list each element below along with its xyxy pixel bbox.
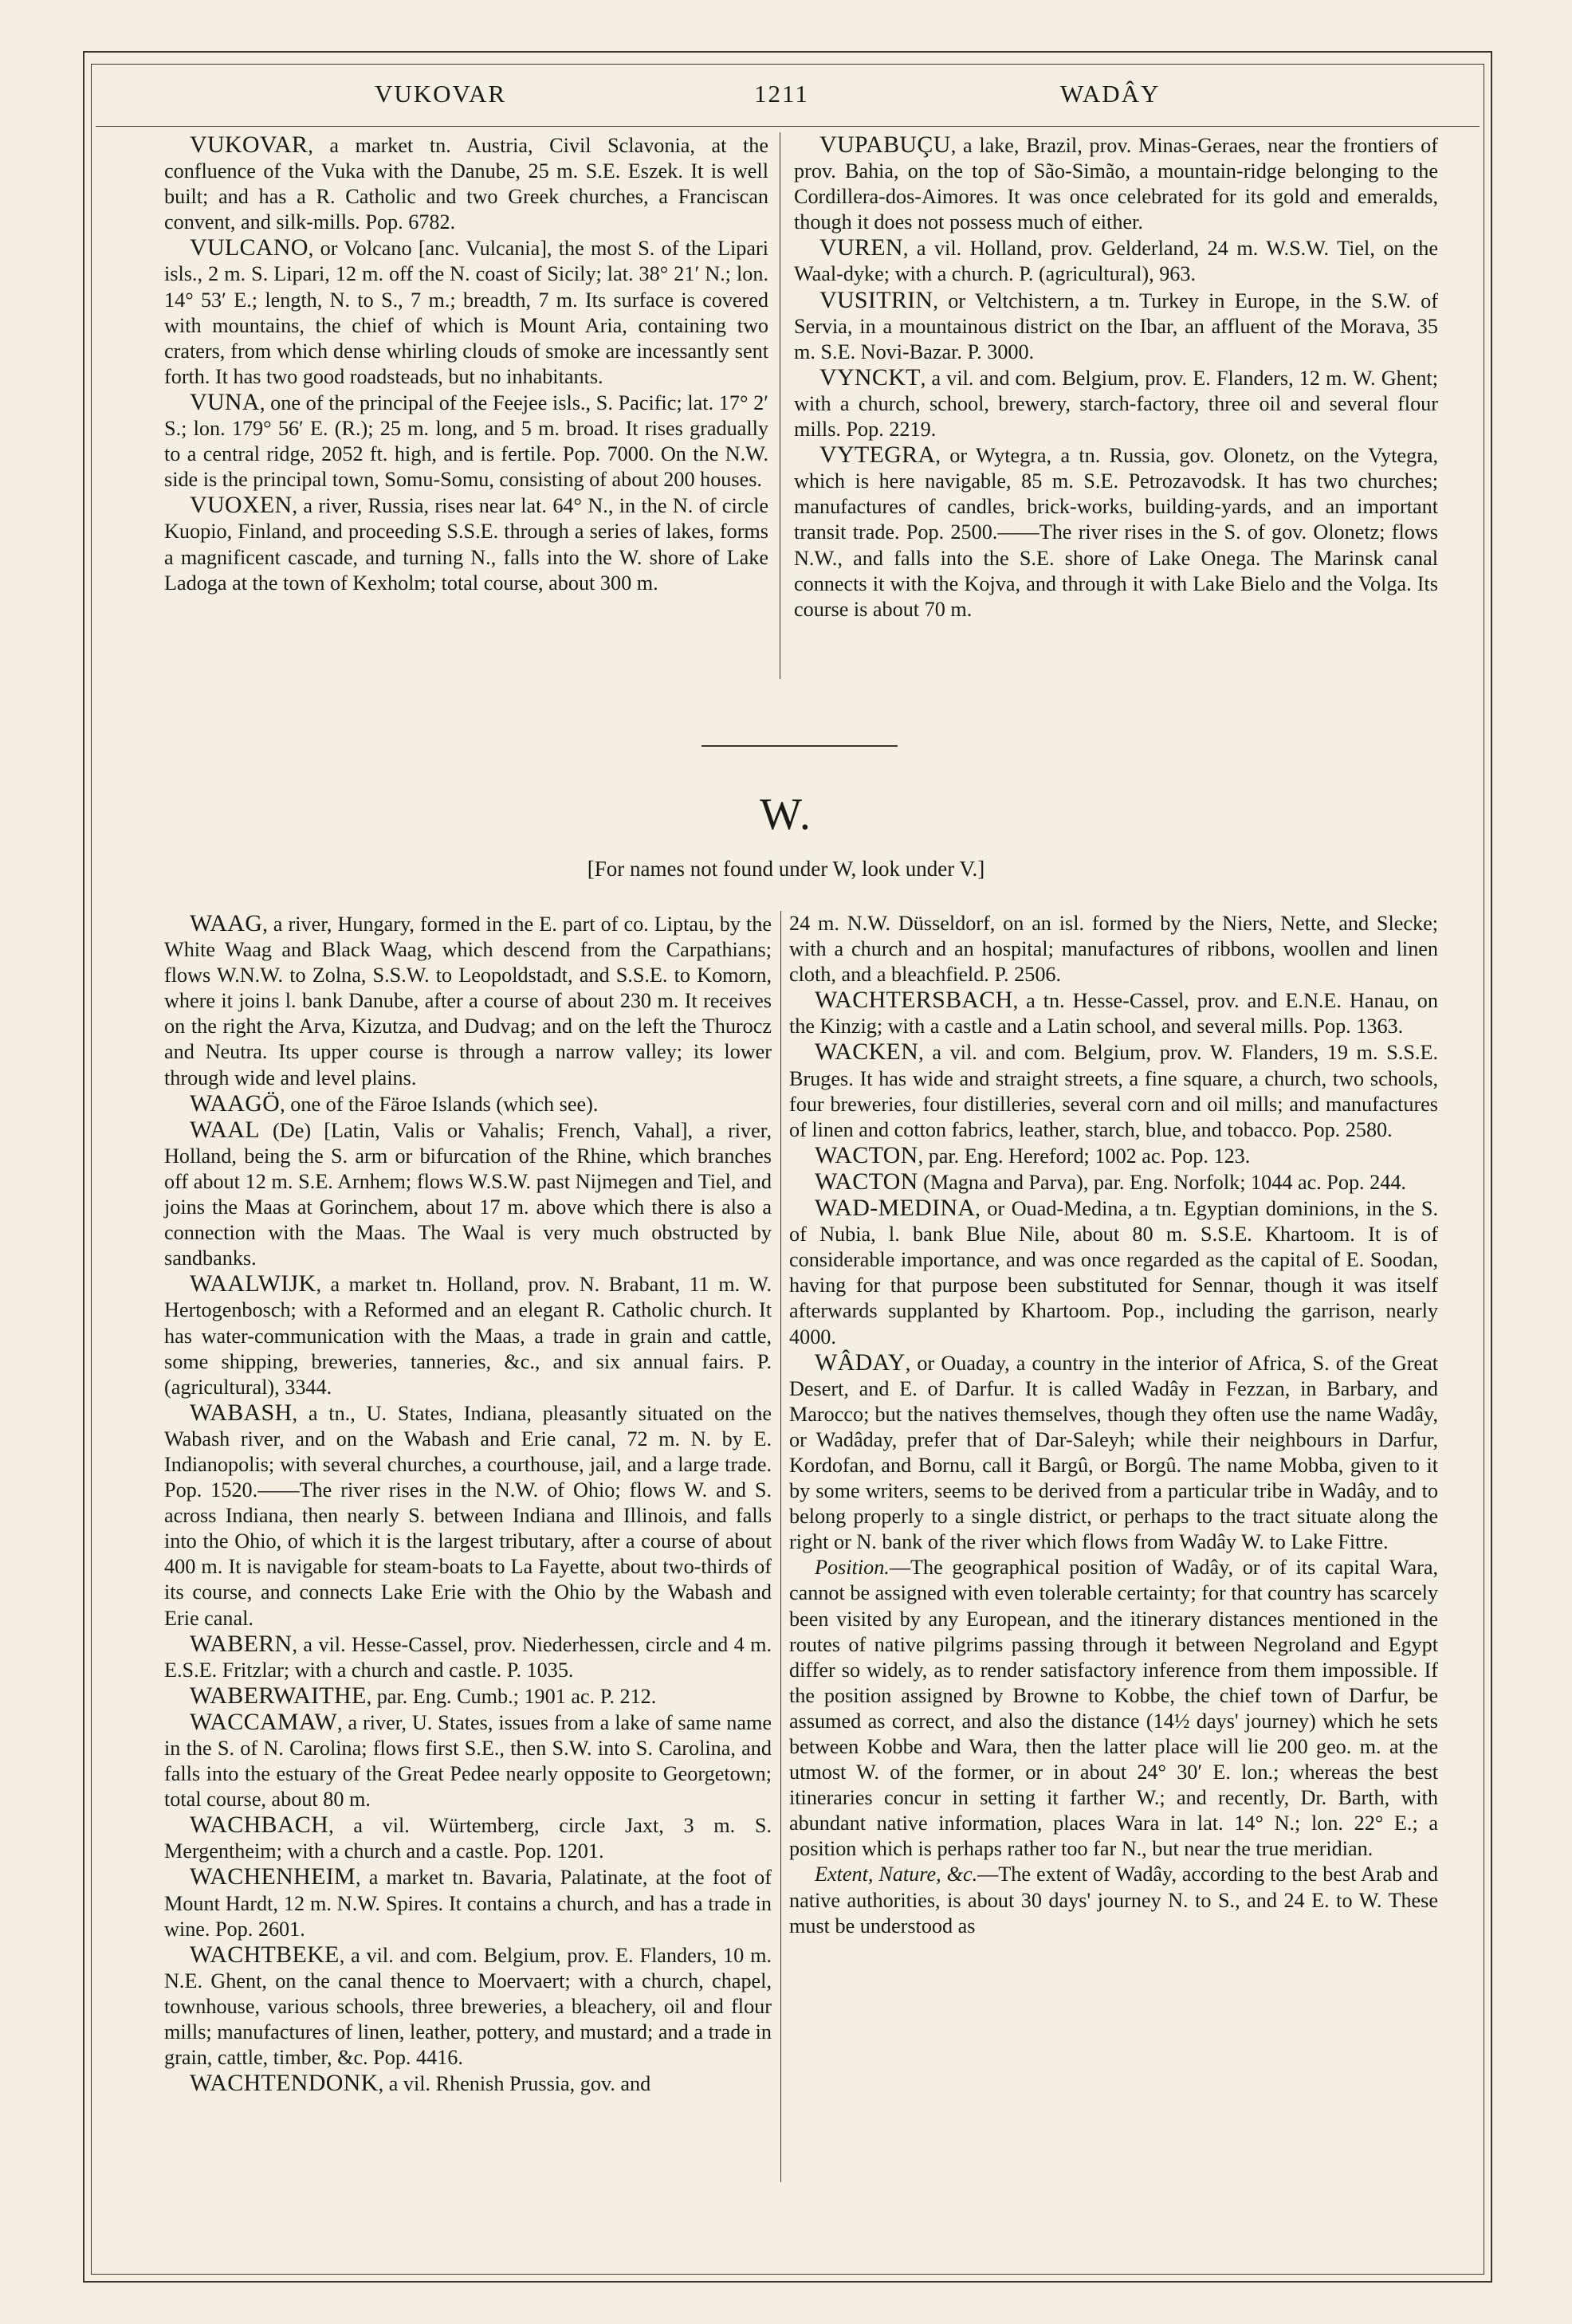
entry-headword: VUKOVAR xyxy=(190,132,309,158)
entry-text: , a vil. and com. Belgium, prov. E. Flanders, 10 m. N.E. Ghent, on the canal thence to Moervaert; with a church, chapel, townhouse, various schools, three breweries, a bleachery, oil and flour mills; manufactures of linen, leather, pottery, and mustard; and a trade in grain, cattle, timber, &c. Pop. 4416. xyxy=(164,1943,772,2070)
running-header xyxy=(96,80,1480,124)
dictionary-entry xyxy=(789,987,1438,1039)
entry-headword: Position. xyxy=(815,1556,890,1580)
entry-headword: VUPABUÇU xyxy=(819,132,951,158)
dictionary-entry xyxy=(164,1864,772,1941)
entry-text: (Magna and Parva), par. Eng. Norfolk; 1044 ac. Pop. 244. xyxy=(918,1170,1406,1194)
lower-right-column xyxy=(789,911,1438,1939)
header-rule xyxy=(96,126,1480,127)
upper-left-column xyxy=(164,132,768,596)
entry-text: , a river, Russia, rises near lat. 64° N., in the N. of circle Kuopio, Finland, and proceeding S.S.E. through a series of lakes, forms a magnificent cascade, and turning N., falls into the W. shore of Lake Ladoga at the town of Kexholm; total course, about 300 m. xyxy=(164,494,768,595)
section-letter: W. xyxy=(760,790,812,839)
entry-text: , a river, U. States, issues from a lake of same name in the S. of N. Carolina; flows first S.E., then S.W. into S. Carolina, and falls into the estuary of the Great Pedee nearly opposite to Georgetown; total course, about 80 m. xyxy=(164,1710,772,1812)
entry-headword: WAAL xyxy=(190,1116,260,1143)
entry-text: , or Volcano [anc. Vulcania], the most S. of the Lipari isls., 2 m. S. Lipari, 12 m. off the N. coast of Sicily; lat. 38° 21′ N.; lon. 14° 53′ E.; length, N. to S., 7 m.; breadth, 7 m. Its surface is covered with mountains, the chief of which is Mount Aria, containing two craters, from which dense whirling clouds of smoke are incessantly sent forth. It has two good roadsteads, but no inhabitants. xyxy=(164,237,768,388)
header-left-word: VUKOVAR xyxy=(375,80,507,108)
entry-headword: WACTON xyxy=(815,1141,918,1168)
dictionary-entry xyxy=(164,2071,772,2097)
entry-headword: VUREN xyxy=(819,234,903,261)
entry-headword: VUOXEN xyxy=(190,492,293,519)
entry-text: , a vil. Hesse-Cassel, prov. Niederhessen, circle and 4 m. E.S.E. Fritzlar; with a church and castle. P. 1035. xyxy=(164,1632,772,1682)
upper-right-column xyxy=(794,132,1438,622)
entry-text: , a tn., U. States, Indiana, pleasantly situated on the Wabash river, and on the Wabash and Erie canal, 72 m. N. by E. Indianopolis; with several churches, a courthouse, jail, and a large trade. Pop. 1520.——The river rises in the N.W. of Ohio; flows W. and S. across Indiana, then nearly S. between Indiana and Illinois, and falls into the Ohio, of which it is the largest tributary, after a course of about 400 m. It is navigable for steam-boats to La Fayette, about two-thirds of its course, and connects Lake Erie with the Ohio by the Wabash and Erie canal. xyxy=(164,1401,772,1630)
dictionary-entry xyxy=(789,1143,1438,1169)
dictionary-entry xyxy=(789,1862,1438,1938)
entry-text: , one of the principal of the Feejee isls., S. Pacific; lat. 17° 2′ S.; lon. 179° 56′ E. (R.); 25 m. long, and 5 m. broad. It rises gradually to a central ridge, 2052 ft. high, and is fertile. Pop. 7000. On the N.W. side is the principal town, Somu-Somu, consisting of about 200 houses. xyxy=(164,391,768,492)
entry-headword: WACHTBEKE xyxy=(190,1941,340,1968)
entry-headword: WACTON xyxy=(815,1168,918,1195)
entry-text: , a lake, Brazil, prov. Minas-Geraes, near the frontiers of prov. Bahia, on the top of São-Simão, a mountain-ridge belonging to the Cordillera-dos-Aimores. It was once celebrated for its gold and emeralds, though it does not possess much of either. xyxy=(794,134,1438,234)
dictionary-entry xyxy=(164,1942,772,2071)
dictionary-entry xyxy=(794,442,1438,622)
dictionary-entry xyxy=(794,132,1438,235)
entry-text: , a vil. Würtemberg, circle Jaxt, 3 m. S. Mergentheim; with a church and a castle. Pop. 1201. xyxy=(164,1814,772,1863)
entry-headword: WACHTERSBACH xyxy=(815,987,1013,1014)
header-right-word: WADÂY xyxy=(1060,80,1161,108)
entry-text: , or Ouaday, a country in the interior of Africa, S. of the Great Desert, and E. of Darfur. It is called Wadây in Fezzan, in Barbary, and Marocco; but the natives themselves, though they often use the name Wadây, or Wadâday, prefer that of Dar-Saleyh; while their neighbours in Darfur, Kordofan, and Bornu, call it Bargû, or Borgû. The name Mobba, given to it by some writers, seems to be derived from a particular tribe in Wadây, and to belong properly to a single district, or perhaps to the tract situate along the right or N. bank of the river which flows from Wadây W. to Lake Fittre. xyxy=(789,1351,1438,1554)
entry-headword: VYTEGRA xyxy=(819,442,936,469)
entry-headword: WACHBACH xyxy=(190,1812,329,1839)
entry-headword: WACHENHEIM xyxy=(190,1863,356,1890)
dictionary-entry xyxy=(789,1169,1438,1195)
dictionary-entry xyxy=(164,132,768,235)
entry-headword: WAD-MEDINA xyxy=(815,1195,976,1222)
entry-text: , a vil. and com. Belgium, prov. E. Flanders, 12 m. W. Ghent; with a church, school, brewery, starch-factory, three oil and several flour mills. Pop. 2219. xyxy=(794,366,1438,442)
dictionary-entry xyxy=(164,493,768,595)
entry-headword: WÂDAY xyxy=(815,1348,906,1376)
entry-headword: VYNCKT xyxy=(819,363,921,391)
dictionary-entry xyxy=(789,1039,1438,1142)
dictionary-entry xyxy=(164,1631,772,1683)
entry-headword: WABERN xyxy=(190,1630,293,1657)
entry-text: —The geographical position of Wadây, or of its capital Wara, cannot be assigned with even tolerable certainty; for that country has scarcely been visited by any European, and the itinerary distances mentioned in the routes of native pilgrims passing through it between Negroland and Egypt differ so widely, as to render satisfactory inference from them impossible. If the position assigned by Browne to Kobbe, the chief town of Darfur, be assumed as correct, and also the distance (14½ days' journey) which he sets between Kobbe and Wara, then the latter place will lie 200 geo. m. at the utmost W. of the former, or in about 24° 30′ E. lon.; whereas the best itineraries concur in setting it farther W.; and recently, Dr. Barth, with abundant native information, places Wara in lat. 14° N.; lon. 22° E.; a position which is perhaps rather too far N., but near the true meridian. xyxy=(789,1556,1438,1861)
entry-headword: WAAG xyxy=(190,910,263,936)
section-note: [For names not found under W, look under V.] xyxy=(587,857,985,881)
entry-text: , a vil. Holland, prov. Gelderland, 24 m. W.S.W. Tiel, on the Waal-dyke; with a church. P. (agricultural), 963. xyxy=(794,237,1438,286)
dictionary-entry xyxy=(164,1091,772,1117)
entry-text: , a vil. Rhenish Prussia, gov. and xyxy=(378,2072,651,2096)
dictionary-entry xyxy=(789,911,1438,987)
entry-text: , a market tn. Holland, prov. N. Brabant, 11 m. W. Hertogenbosch; with a Reformed and an elegant R. Catholic church. It has water-communication with the Maas, a trade in grain and cattle, some shipping, breweries, tanneries, &c., and six annual fairs. P. (agricultural), 3344. xyxy=(164,1273,772,1399)
entry-text: , a market tn. Austria, Civil Sclavonia, at the confluence of the Vuka with the Danube, 25 m. S.E. Eszek. It is well built; and has a R. Catholic and two Greek churches, a Franciscan convent, and silk-mills. Pop. 6782. xyxy=(164,134,768,234)
entry-text: , one of the Färoe Islands (which see). xyxy=(280,1092,599,1116)
entry-text: , or Veltchistern, a tn. Turkey in Europe, in the S.W. of Servia, in a mountainous district on the Ibar, an affluent of the Morava, 35 m. S.E. Novi-Bazar. P. 3000. xyxy=(794,289,1438,363)
entry-text: , a tn. Hesse-Cassel, prov. and E.N.E. Hanau, on the Kinzig; with a castle and a Latin school, and several mills. Pop. 1363. xyxy=(789,989,1438,1038)
entry-headword: WABERWAITHE xyxy=(190,1682,367,1709)
page-number: 1211 xyxy=(754,80,809,108)
dictionary-entry xyxy=(164,235,768,390)
lower-column-divider xyxy=(780,911,781,2182)
dictionary-entry xyxy=(164,911,772,1091)
dictionary-entry xyxy=(164,1400,772,1631)
entry-headword: WABASH xyxy=(190,1399,293,1426)
dictionary-entry xyxy=(164,1812,772,1864)
entry-headword: Extent, Nature, &c. xyxy=(815,1863,978,1886)
entry-headword: WAAGÖ xyxy=(190,1089,281,1117)
section-rule xyxy=(702,745,898,747)
dictionary-entry xyxy=(789,1195,1438,1350)
dictionary-entry xyxy=(164,390,768,493)
entry-text: (De) [Latin, Valis or Vahalis; French, Vahal], a river, Holland, being the S. arm or bifurcation of the Rhine, which branches off about 12 m. S.E. Arnhem; flows W.S.W. past Nijmegen and Tiel, and joins the Maas at Gorinchem, about 17 m. above which there is also a connection with the Maas. The Waal is very much obstructed by sandbanks. xyxy=(164,1118,772,1270)
dictionary-entry xyxy=(164,1710,772,1812)
entry-headword: WACKEN xyxy=(815,1038,919,1066)
entry-text: 24 m. N.W. Düsseldorf, on an isl. formed by the Niers, Nette, and Slecke; with a church and an hospital; manufactures of ribbons, woollen and linen cloth, and a bleachfield. P. 2506. xyxy=(789,912,1438,987)
entry-headword: WACHTENDONK xyxy=(190,2070,379,2097)
dictionary-entry xyxy=(794,288,1438,365)
entry-headword: WACCAMAW xyxy=(190,1708,337,1735)
entry-text: , a river, Hungary, formed in the E. part of co. Liptau, by the White Waag and Black Waag, which descend from the Carpathians; flows W.N.W. to Zolna, S.S.W. to Leopoldstadt, and S.S.E. to Komorn, where it joins l. bank Danube, after a course of about 230 m. It receives on the right the Arva, Kizutza, and Dudvag; and on the left the Thurocz and Neutra. Its upper course is through a narrow valley; its lower through wide and level plains. xyxy=(164,913,772,1089)
entry-headword: VULCANO xyxy=(190,234,309,261)
entry-headword: WAALWIJK xyxy=(190,1270,316,1297)
dictionary-entry xyxy=(164,1271,772,1400)
entry-text: , par. Eng. Hereford; 1002 ac. Pop. 123. xyxy=(918,1144,1251,1168)
dictionary-entry xyxy=(794,365,1438,442)
dictionary-entry xyxy=(164,1683,772,1710)
entry-text: , a market tn. Bavaria, Palatinate, at the foot of Mount Hardt, 12 m. N.W. Spires. It contains a church, and has a trade in wine. Pop. 2601. xyxy=(164,1866,772,1941)
entry-text: , par. Eng. Cumb.; 1901 ac. P. 212. xyxy=(366,1684,657,1708)
entry-headword: VUSITRIN xyxy=(819,286,933,313)
entry-text: , or Wytegra, a tn. Russia, gov. Olonetz, on the Vytegra, which is here navigable, 85 m. S.E. Petrozavodsk. It has two churches; manufactures of candles, brick-works, building-yards, and an important transit trade. Pop. 2500.——The river rises in the S. of gov. Olonetz; flows N.W., and falls into the S.E. shore of Lake Onega. The Marinsk canal connects it with the Kojva, and through it with Lake Bielo and the Volga. Its course is about 70 m. xyxy=(794,444,1438,621)
lower-left-column xyxy=(164,911,772,2097)
dictionary-entry xyxy=(794,235,1438,287)
dictionary-entry xyxy=(789,1555,1438,1862)
entry-text: , a vil. and com. Belgium, prov. W. Flanders, 19 m. S.S.E. Bruges. It has wide and straight streets, a fine square, a church, two schools, four breweries, four distilleries, several corn and oil mills; and manufactures of linen and cotton fabrics, leather, starch, blue, and tobacco. Pop. 2580. xyxy=(789,1041,1438,1141)
dictionary-entry xyxy=(789,1350,1438,1556)
dictionary-entry xyxy=(164,1117,772,1272)
entry-text: —The extent of Wadây, according to the best Arab and native authorities, is about 30 days' journey N. to S., and 24 E. to W. These must be understood as xyxy=(789,1863,1438,1937)
entry-text: , or Ouad-Medina, a tn. Egyptian dominions, in the S. of Nubia, l. bank Blue Nile, about 80 m. S.S.E. Khartoom. It is of considerable importance, and was once regarded as the capital of E. Soodan, having for that purpose been substituted for Sennar, though it was itself afterwards supplanted by Khartoom. Pop., including the garrison, nearly 4000. xyxy=(789,1197,1438,1348)
entry-headword: VUNA xyxy=(190,388,260,415)
